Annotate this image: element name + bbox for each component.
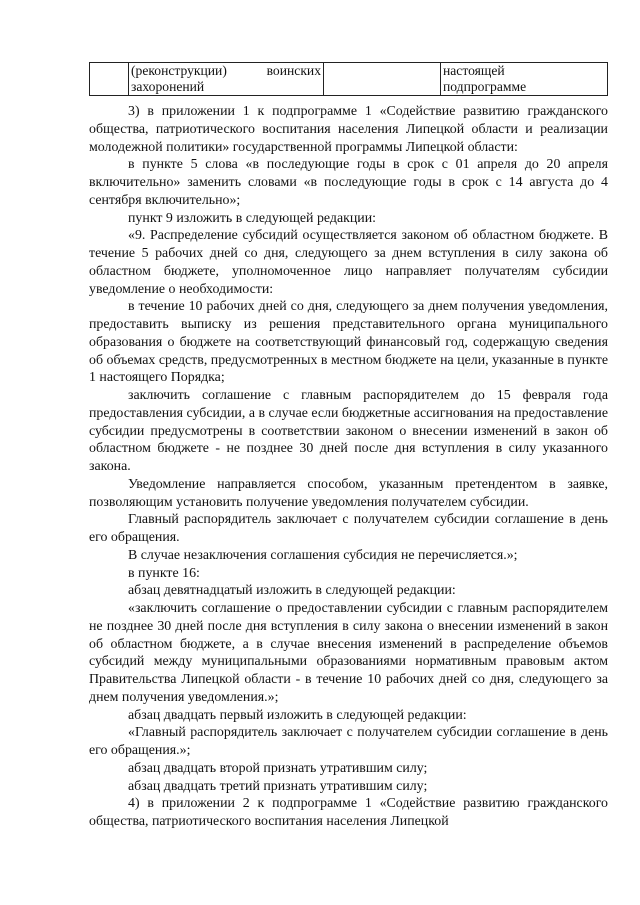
paragraph: В случае незаключения соглашения субсидия не перечисляется.»; bbox=[128, 547, 518, 563]
paragraph: 3) в приложении 1 к подпрограмме 1 «Содействие развитию гражданского общества, патриотического воспитания населения Липецкой области и реализации молодежной политики» государственной программы Липецкой области: bbox=[89, 104, 608, 155]
table-cell-text: подпрограмме bbox=[443, 79, 527, 94]
paragraph: «9. Распределение субсидий осуществляется законом об областном бюджете. В течение 5 рабочих дней со дня, следующего за днем вступления в силу закона об областном бюджете, уполномоченное лицо направляет получателям субсидии уведомление о необходимости: bbox=[89, 228, 608, 297]
paragraph: в пункте 5 слова «в последующие годы в срок с 01 апреля до 20 апреля включительно» заменить словами «в последующие годы в срок с 14 августа до 4 сентября включительно»; bbox=[89, 157, 608, 208]
table-cell-text: (реконструкции) воинских bbox=[131, 63, 321, 78]
paragraph: Уведомление направляется способом, указанным претендентом в заявке, позволяющим установить получение уведомления получателем субсидии. bbox=[89, 476, 608, 510]
paragraph: заключить соглашение с главным распорядителем до 15 февраля года предоставления субсидии, а в случае если бюджетные ассигнования на предоставление субсидии предусмотрены в соответствии законом о внесении изменений в закон об областном бюджете - не позднее 30 дней после дня вступления в силу указанного закона. bbox=[89, 388, 608, 474]
paragraph: пункт 9 изложить в следующей редакции: bbox=[128, 210, 377, 226]
table-cell-text: захоронений bbox=[131, 79, 205, 94]
table-cell-empty bbox=[324, 63, 441, 96]
paragraph: в течение 10 рабочих дней со дня, следующего за днем получения уведомления, предоставить выписку из решения представительного органа муниципального образования о бюджете на соответствующий финансовый год, содержащую сведения об объемах средств, предусмотренных в местном бюджете на цели, указанные в пункте 1 настоящего Порядка; bbox=[89, 299, 608, 386]
table-fragment bbox=[89, 62, 608, 96]
paragraph: абзац двадцать второй признать утратившим силу; bbox=[128, 760, 428, 776]
paragraph: абзац двадцать третий признать утратившим силу; bbox=[128, 778, 428, 794]
table-cell-reference bbox=[441, 63, 608, 96]
document-body bbox=[89, 103, 608, 831]
paragraph: «заключить соглашение о предоставлении субсидии с главным распорядителем не позднее 30 дней после дня вступления в силу закона о внесении изменений в закон об областном бюджете, а в случае внесения изменений в распределение объемов субсидий между муниципальными образованиями нормативным правовым актом Правительства Липецкой области - в течение 10 рабочих дней со дня, следующего за днем получения уведомления.»; bbox=[89, 601, 608, 705]
paragraph: «Главный распорядитель заключает с получателем субсидии соглашение в день его обращения.»; bbox=[89, 725, 608, 758]
paragraph: абзац девятнадцатый изложить в следующей редакции: bbox=[128, 583, 456, 599]
document-page bbox=[89, 62, 608, 831]
paragraph: в пункте 16: bbox=[128, 565, 200, 581]
paragraph: 4) в приложении 2 к подпрограмме 1 «Содействие развитию гражданского общества, патриотического воспитания населения Липецкой bbox=[89, 796, 608, 829]
table-cell-text: настоящей bbox=[443, 63, 505, 78]
paragraph: абзац двадцать первый изложить в следующей редакции: bbox=[128, 707, 467, 723]
table-cell-number bbox=[90, 63, 129, 96]
table-cell-name bbox=[129, 63, 324, 96]
paragraph: Главный распорядитель заключает с получателем субсидии соглашение в день его обращения. bbox=[89, 512, 608, 545]
table-row bbox=[90, 63, 608, 96]
